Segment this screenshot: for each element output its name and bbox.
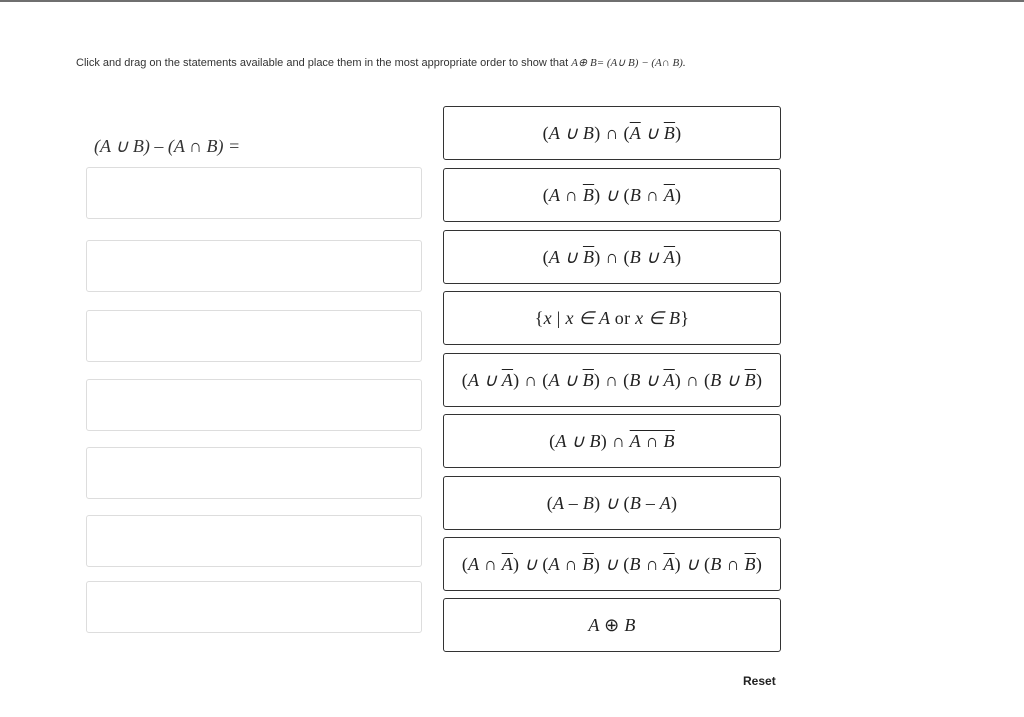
reset-button[interactable]: Reset [743,674,776,688]
top-border [0,0,1024,2]
answer-slot-1[interactable] [86,167,422,219]
statement-text: A ⊕ B [588,614,636,635]
statement-card-7[interactable] [443,476,781,530]
statement-card-1[interactable] [443,106,781,160]
instructions-text: Click and drag on the statements available and place them in the most appropriate order to show that [76,57,569,69]
answer-slot-3[interactable] [86,310,422,362]
statement-text: (A – B) ∪ (B – A) [546,492,678,513]
statement-card-5[interactable] [443,353,781,407]
statement-text: (A ∪ B) ∩ ($\overline{A}$ ∪ $\overline{B}$) [542,122,682,143]
statement-card-3[interactable] [443,230,781,284]
statement-card-2[interactable] [443,168,781,222]
answer-slot-4[interactable] [86,379,422,431]
answer-slot-6[interactable] [86,515,422,567]
statement-card-4[interactable] [443,291,781,345]
statement-text: (A ∪ $\overline{B}$) ∩ (B ∪ $\overline{A}$) [542,246,682,267]
answer-slot-7[interactable] [86,581,422,633]
statement-card-9[interactable] [443,598,781,652]
statement-card-6[interactable] [443,414,781,468]
answer-slot-2[interactable] [86,240,422,292]
instructions [76,56,976,69]
answer-slot-5[interactable] [86,447,422,499]
statement-text: (A ∪ B) ∩ A ∩ B [549,430,675,451]
statement-text: (A ∪ $\overline{A}$) ∩ (A ∪ $\overline{B}$) ∩ (B ∪ $\overline{A}$) ∩ (B ∪ $\overline{B}$) [461,369,763,390]
statement-text: {x | x ∈ A or x ∈ B} [534,307,690,328]
instructions-math: A⊕ B= (A∪ B) − (A∩ B). [571,57,686,69]
statement-text: (A ∩ $\overline{A}$) ∪ (A ∩ $\overline{B}$) ∪ (B ∩ $\overline{A}$) ∪ (B ∩ $\overline{B}$) [461,553,763,574]
statement-text: (A ∩ $\overline{B}$) ∪ (B ∩ $\overline{A}$) [542,184,682,205]
statement-card-8[interactable] [443,537,781,591]
equation-start-label: (A ∪ B) – (A ∩ B) = [94,136,241,156]
